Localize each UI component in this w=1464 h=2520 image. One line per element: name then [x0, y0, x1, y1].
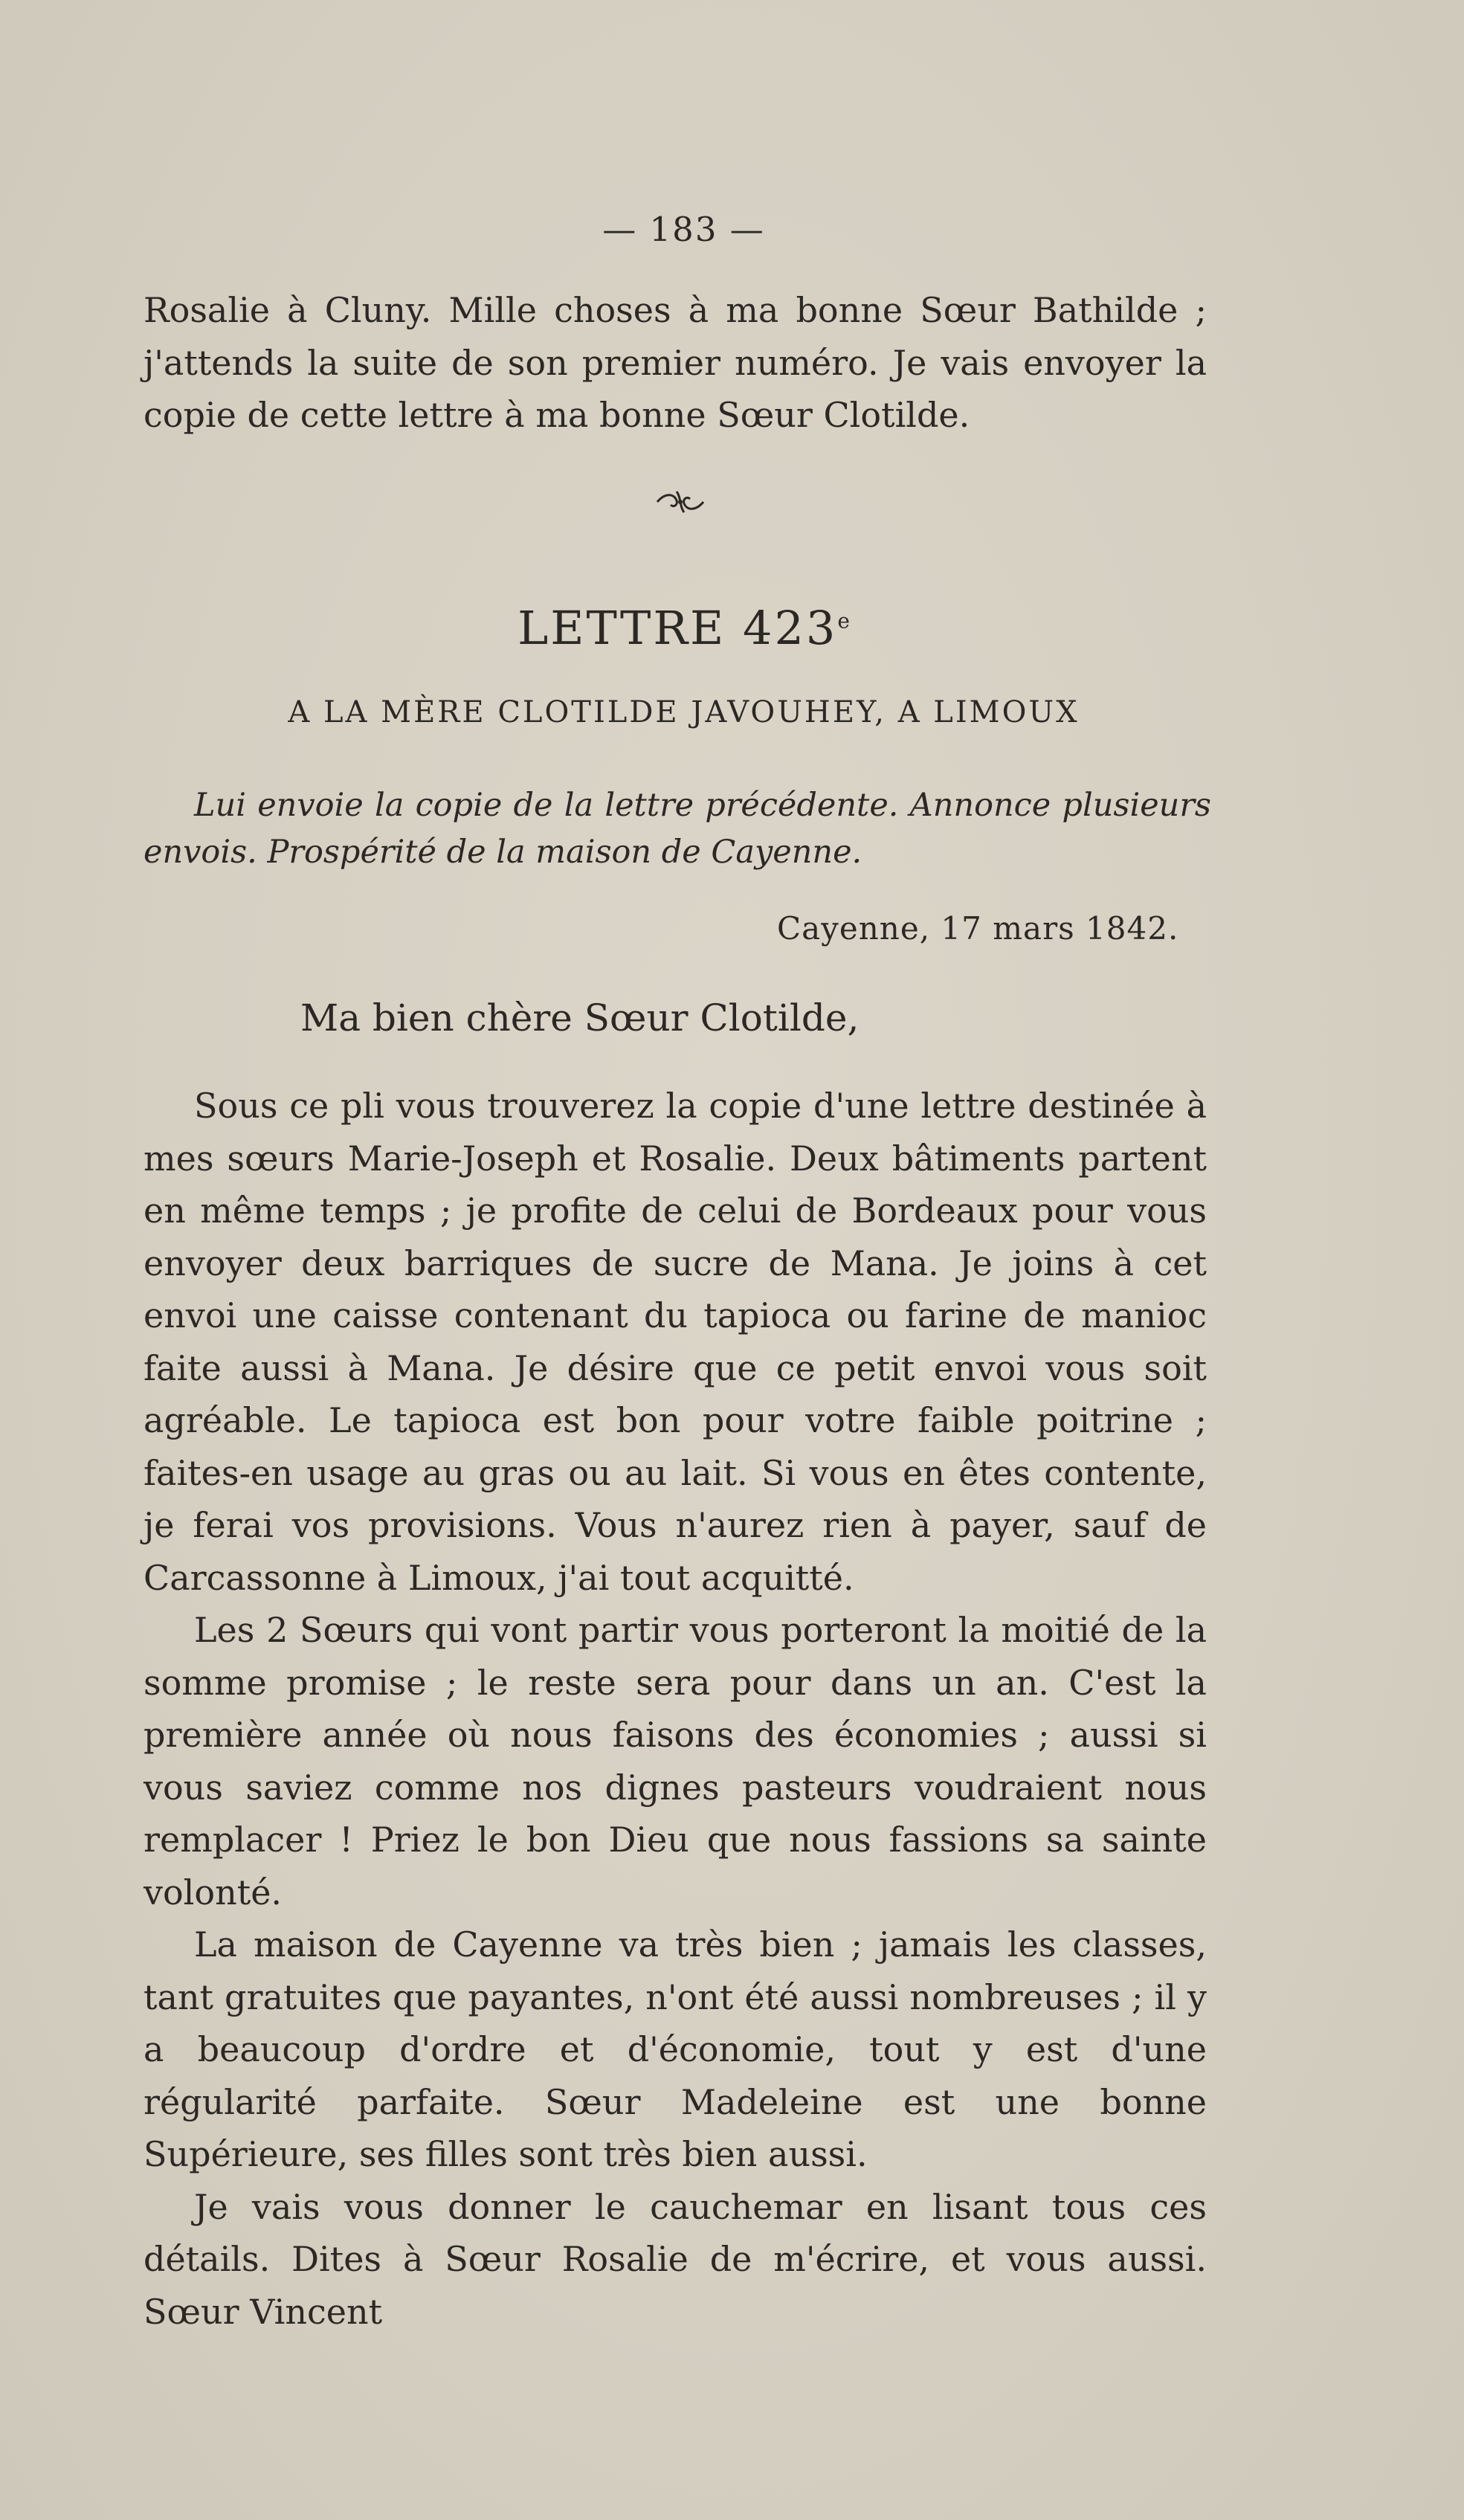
letter-title-text: LETTRE 423 [517, 601, 838, 655]
letter-body [144, 1080, 1207, 2338]
continuation-paragraph: Rosalie à Cluny. Mille choses à ma bonne Sœur Bathilde ; j'attends la suite de son premier numéro. Je vais envoyer la copie de cette lettre à ma bonne Sœur Clotilde. [144, 290, 1207, 435]
continuation-text [144, 284, 1207, 442]
letter-title [0, 601, 1416, 655]
page-number: — 183 — [602, 210, 765, 249]
letter-summary [144, 782, 1211, 876]
body-paragraph: Les 2 Sœurs qui vont partir vous porteront la moitié de la somme promise ; le reste sera pour dans un an. C'est la première année où nous faisons des économies ; aussi si vous saviez comme nos dignes pasteurs voudraient nous remplacer ! Priez le bon Dieu que nous fassions sa sainte volonté. [144, 1610, 1207, 1912]
letter-salutation: Ma bien chère Sœur Clotilde, [300, 996, 860, 1040]
letter-addressee: A LA MÈRE CLOTILDE JAVOUHEY, A LIMOUX [288, 695, 1080, 729]
fleuron-icon [654, 487, 706, 517]
body-paragraph: La maison de Cayenne va très bien ; jamais les classes, tant gratuites que payantes, n'ont été aussi nombreuses ; il y a beaucoup d'ordre et d'économie, tout y est d'une régularité parfaite. Sœur Madeleine est une bonne Supérieure, ses filles sont très bien aussi. [144, 1924, 1207, 2174]
summary-text: Lui envoie la copie de la lettre précédente. Annonce plusieurs envois. Prospérité de la maison de Cayenne. [144, 787, 1211, 871]
body-paragraph: Sous ce pli vous trouverez la copie d'une lettre destinée à mes sœurs Marie-Joseph et Rosalie. Deux bâtiments partent en même temps ; je profite de celui de Bordeaux pour vous envoyer deux barriques de sucre de Mana. Je joins à cet envoi une caisse contenant du tapioca ou farine de manioc faite aussi à Mana. Je désire que ce petit envoi vous soit agréable. Le tapioca est bon pour votre faible poitrine ; faites-en usage au gras ou au lait. Si vous en êtes contente, je ferai vos provisions. Vous n'aurez rien à payer, sauf de Carcassonne à Limoux, j'ai tout acquitté. [144, 1086, 1207, 1598]
letter-dateline: Cayenne, 17 mars 1842. [777, 910, 1179, 947]
letter-title-superscript: e [837, 608, 850, 634]
body-paragraph: Je vais vous donner le cauchemar en lisant tous ces détails. Dites à Sœur Rosalie de m'écrire, et vous aussi. Sœur Vincent [144, 2186, 1207, 2332]
